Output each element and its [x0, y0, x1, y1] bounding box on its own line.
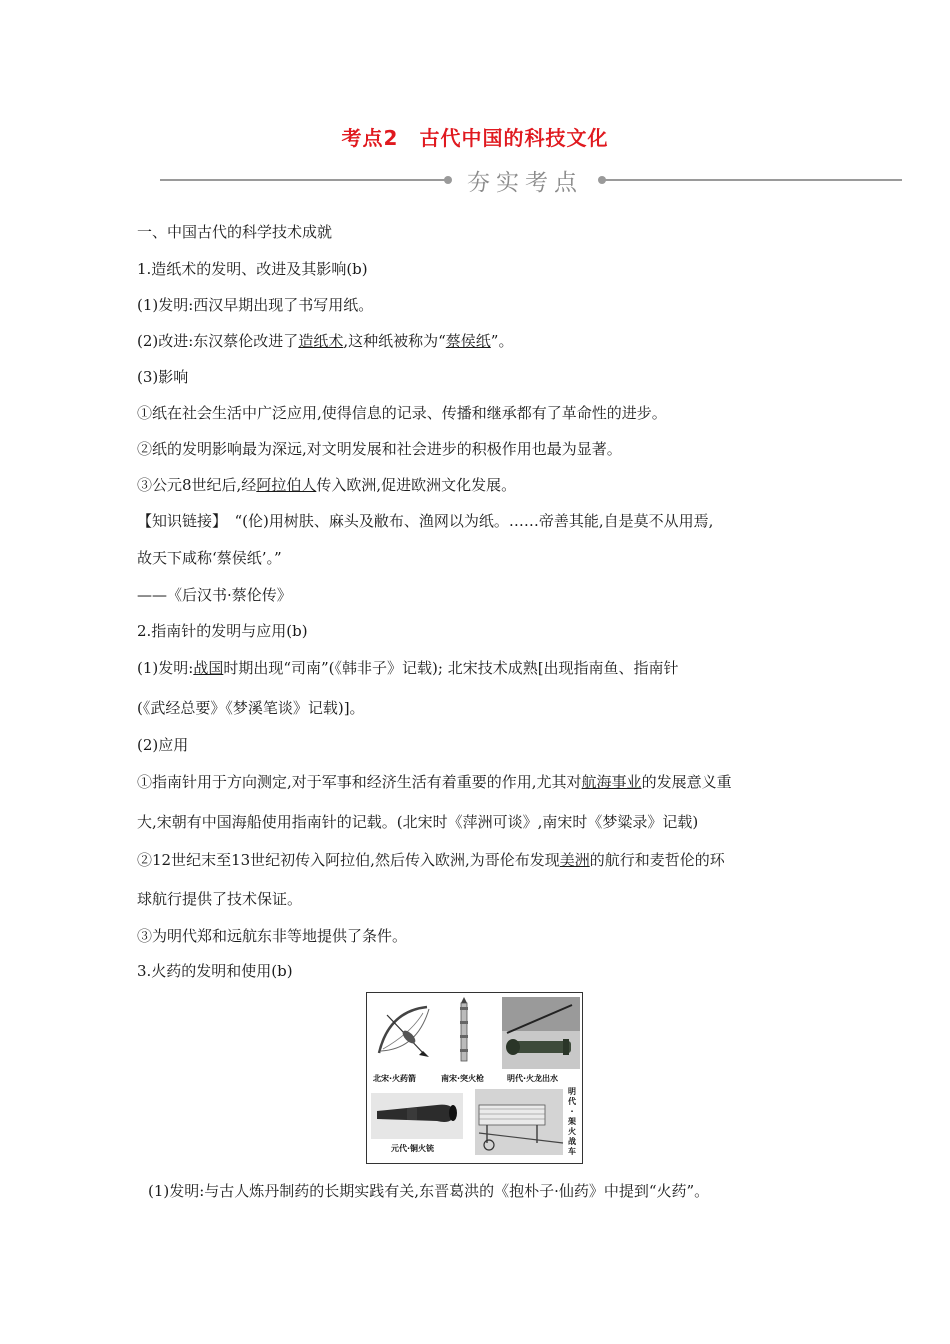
caption-fire-dragon: 明代·火龙出水	[507, 1074, 559, 1083]
war-cart-photo	[475, 1089, 563, 1155]
paragraph: (3)影响	[137, 368, 189, 386]
underlined-keyword: 蔡侯纸	[445, 332, 491, 350]
underlined-keyword: 美洲	[559, 851, 590, 869]
banner-dot-left	[444, 176, 452, 184]
caption-hand-cannon: 元代·铜火铳	[391, 1144, 435, 1153]
text-span: ①指南针用于方向测定,对于军事和经济生活有着重要的作用,尤其对	[137, 773, 582, 791]
fire-arrow-drawing	[379, 1007, 429, 1057]
subheading-compass: 2.指南针的发明与应用(b)	[137, 622, 308, 640]
fire-lance-drawing	[460, 997, 468, 1061]
subheading-papermaking: 1.造纸术的发明、改进及其影响(b)	[137, 260, 368, 278]
text-span: (2)改进:东汉蔡伦改进了	[137, 332, 299, 350]
paragraph	[137, 331, 837, 351]
paragraph: ①纸在社会生活中广泛应用,使得信息的记录、传播和继承都有了革命性的进步。	[137, 404, 667, 422]
text-span: 时期出现“司南”(《韩非子》记载); 北宋技术成熟[出现指南鱼、指南针	[223, 659, 679, 677]
banner-label: 夯实考点	[467, 170, 583, 196]
underlined-keyword: 战国	[193, 659, 224, 677]
text-span: ②12世纪末至13世纪初传入阿拉伯,然后传入欧洲,为哥伦布发现	[137, 851, 560, 869]
fire-dragon-photo	[502, 997, 580, 1069]
paragraph: 故天下咸称‘蔡侯纸’。”	[137, 549, 282, 567]
caption-fire-lance: 南宋·突火枪	[441, 1074, 485, 1083]
paragraph: (2)应用	[137, 736, 189, 754]
text-span: 传入欧洲,促进欧洲文化发展。	[316, 476, 517, 494]
paragraph: 球航行提供了技术保证。	[137, 890, 303, 908]
underlined-keyword: 造纸术	[298, 332, 344, 350]
banner-line-right	[600, 179, 902, 181]
paragraph: (1)发明:西汉早期出现了书写用纸。	[137, 296, 374, 314]
hand-cannon-photo	[371, 1093, 463, 1139]
text-span: ”。	[490, 332, 514, 350]
section-banner	[160, 164, 902, 196]
paragraph	[137, 850, 837, 870]
paragraph	[137, 658, 837, 678]
paragraph: (1)发明:与古人炼丹制药的长期实践有关,东晋葛洪的《抱朴子·仙药》中提到“火药”。	[148, 1182, 710, 1200]
text-span: 的发展意义重	[641, 773, 732, 791]
gunpowder-weapons-figure	[366, 992, 583, 1164]
text-span: 的航行和麦哲伦的环	[589, 851, 725, 869]
text-span: (1)发明:	[137, 659, 194, 677]
subheading-gunpowder: 3.火药的发明和使用(b)	[137, 962, 293, 980]
page-title: 考点2 古代中国的科技文化	[341, 126, 609, 150]
section-heading: 一、中国古代的科学技术成就	[137, 223, 333, 241]
banner-line-left	[160, 179, 450, 181]
text-span: ③公元8世纪后,经	[137, 476, 257, 494]
paragraph	[137, 772, 837, 792]
paragraph: ③为明代郑和远航东非等地提供了条件。	[137, 927, 408, 945]
underlined-keyword: 航海事业	[581, 773, 642, 791]
paragraph: ②纸的发明影响最为深远,对文明发展和社会进步的积极作用也最为显著。	[137, 440, 622, 458]
paragraph: 大,宋朝有中国海船使用指南针的记载。(北宋时《萍洲可谈》,南宋时《梦粱录》记载)	[137, 813, 699, 831]
underlined-keyword: 阿拉伯人	[256, 476, 317, 494]
citation: ——《后汉书·蔡伦传》	[137, 586, 292, 604]
caption-fire-arrow: 北宋·火药箭	[373, 1074, 417, 1083]
paragraph	[137, 475, 837, 495]
caption-war-cart: 明代·架火战车	[568, 1087, 576, 1156]
paragraph: (《武经总要》《梦溪笔谈》记载)]。	[137, 699, 365, 717]
text-span: ,这种纸被称为“	[343, 332, 446, 350]
knowledge-link: 【知识链接】 “(伦)用树肤、麻头及敝布、渔网以为纸。……帝善其能,自是莫不从用焉,	[137, 512, 714, 530]
